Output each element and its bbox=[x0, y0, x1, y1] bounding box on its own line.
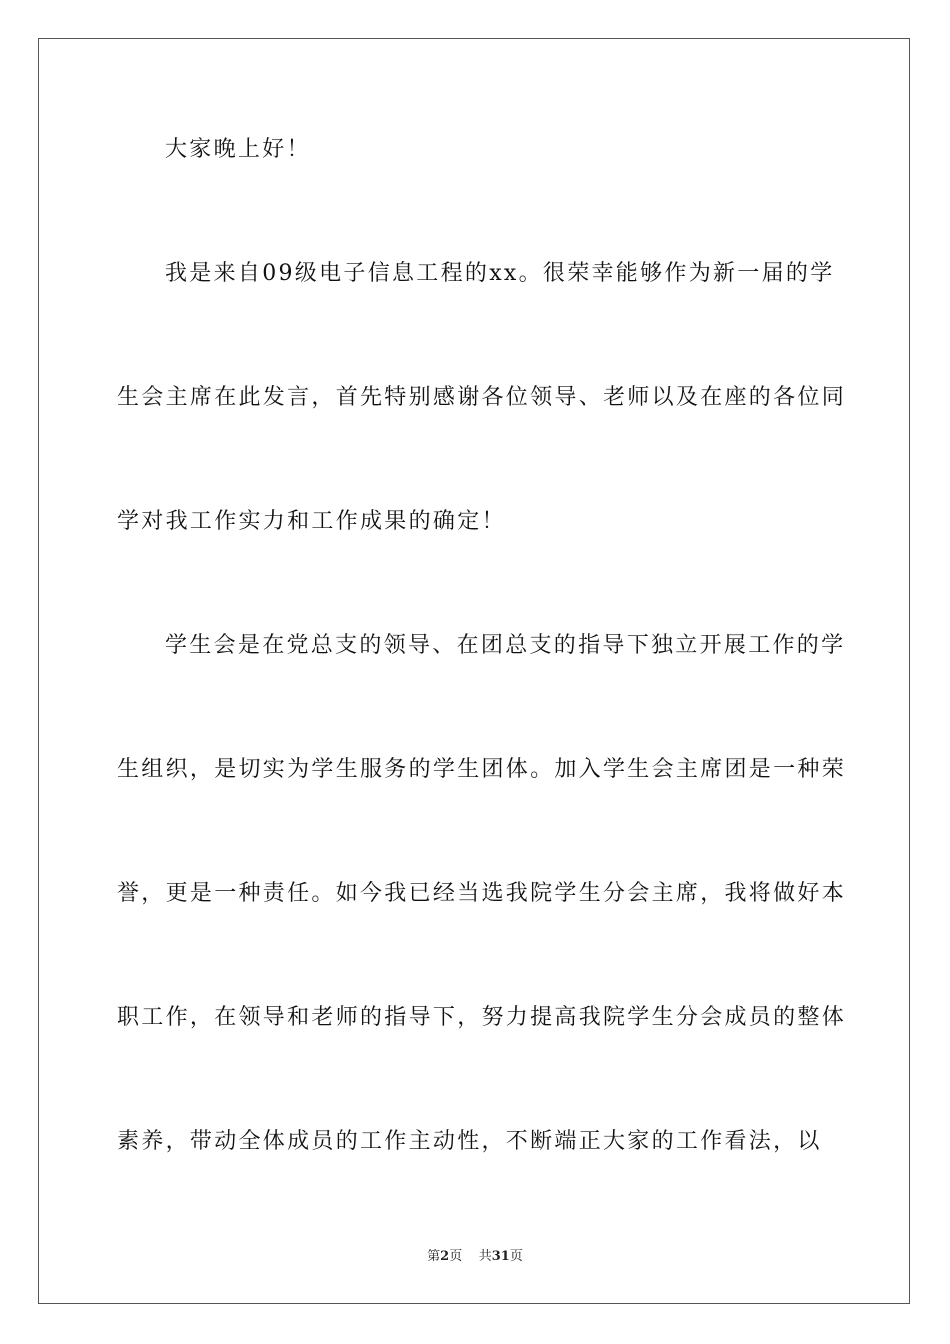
greeting-line: 大家晚上好！ bbox=[165, 137, 311, 162]
total-page-count: 31 bbox=[491, 1249, 510, 1264]
paragraph-2-line-4: 职工作，在领导和老师的指导下，努力提高我院学生分会成员的整体 bbox=[117, 1005, 847, 1030]
page-frame bbox=[38, 38, 910, 1304]
paragraph-1-line-3: 学对我工作实力和工作成果的确定！ bbox=[117, 509, 506, 534]
paragraph-2-line-5: 素养，带动全体成员的工作主动性，不断端正大家的工作看法，以 bbox=[117, 1129, 822, 1154]
paragraph-1-line-2: 生会主席在此发言，首先特别感谢各位领导、老师以及在座的各位同 bbox=[117, 385, 847, 410]
paragraph-2-line-3: 誉，更是一种责任。如今我已经当选我院学生分会主席，我将做好本 bbox=[117, 881, 847, 906]
page-prefix: 第 bbox=[427, 1249, 441, 1264]
paragraph-1-line-1: 我是来自09级电子信息工程的xx。很荣幸能够作为新一届的学 bbox=[165, 261, 835, 286]
paragraph-2-line-1: 学生会是在党总支的领导、在团总支的指导下独立开展工作的学 bbox=[165, 633, 846, 658]
page-suffix: 页 bbox=[449, 1249, 463, 1264]
paragraph-2-line-2: 生组织，是切实为学生服务的学生团体。加入学生会主席团是一种荣 bbox=[117, 757, 847, 782]
current-page-number: 2 bbox=[440, 1249, 450, 1264]
total-suffix: 页 bbox=[509, 1249, 523, 1264]
page-footer bbox=[0, 1248, 950, 1266]
total-prefix: 共 bbox=[478, 1249, 492, 1264]
